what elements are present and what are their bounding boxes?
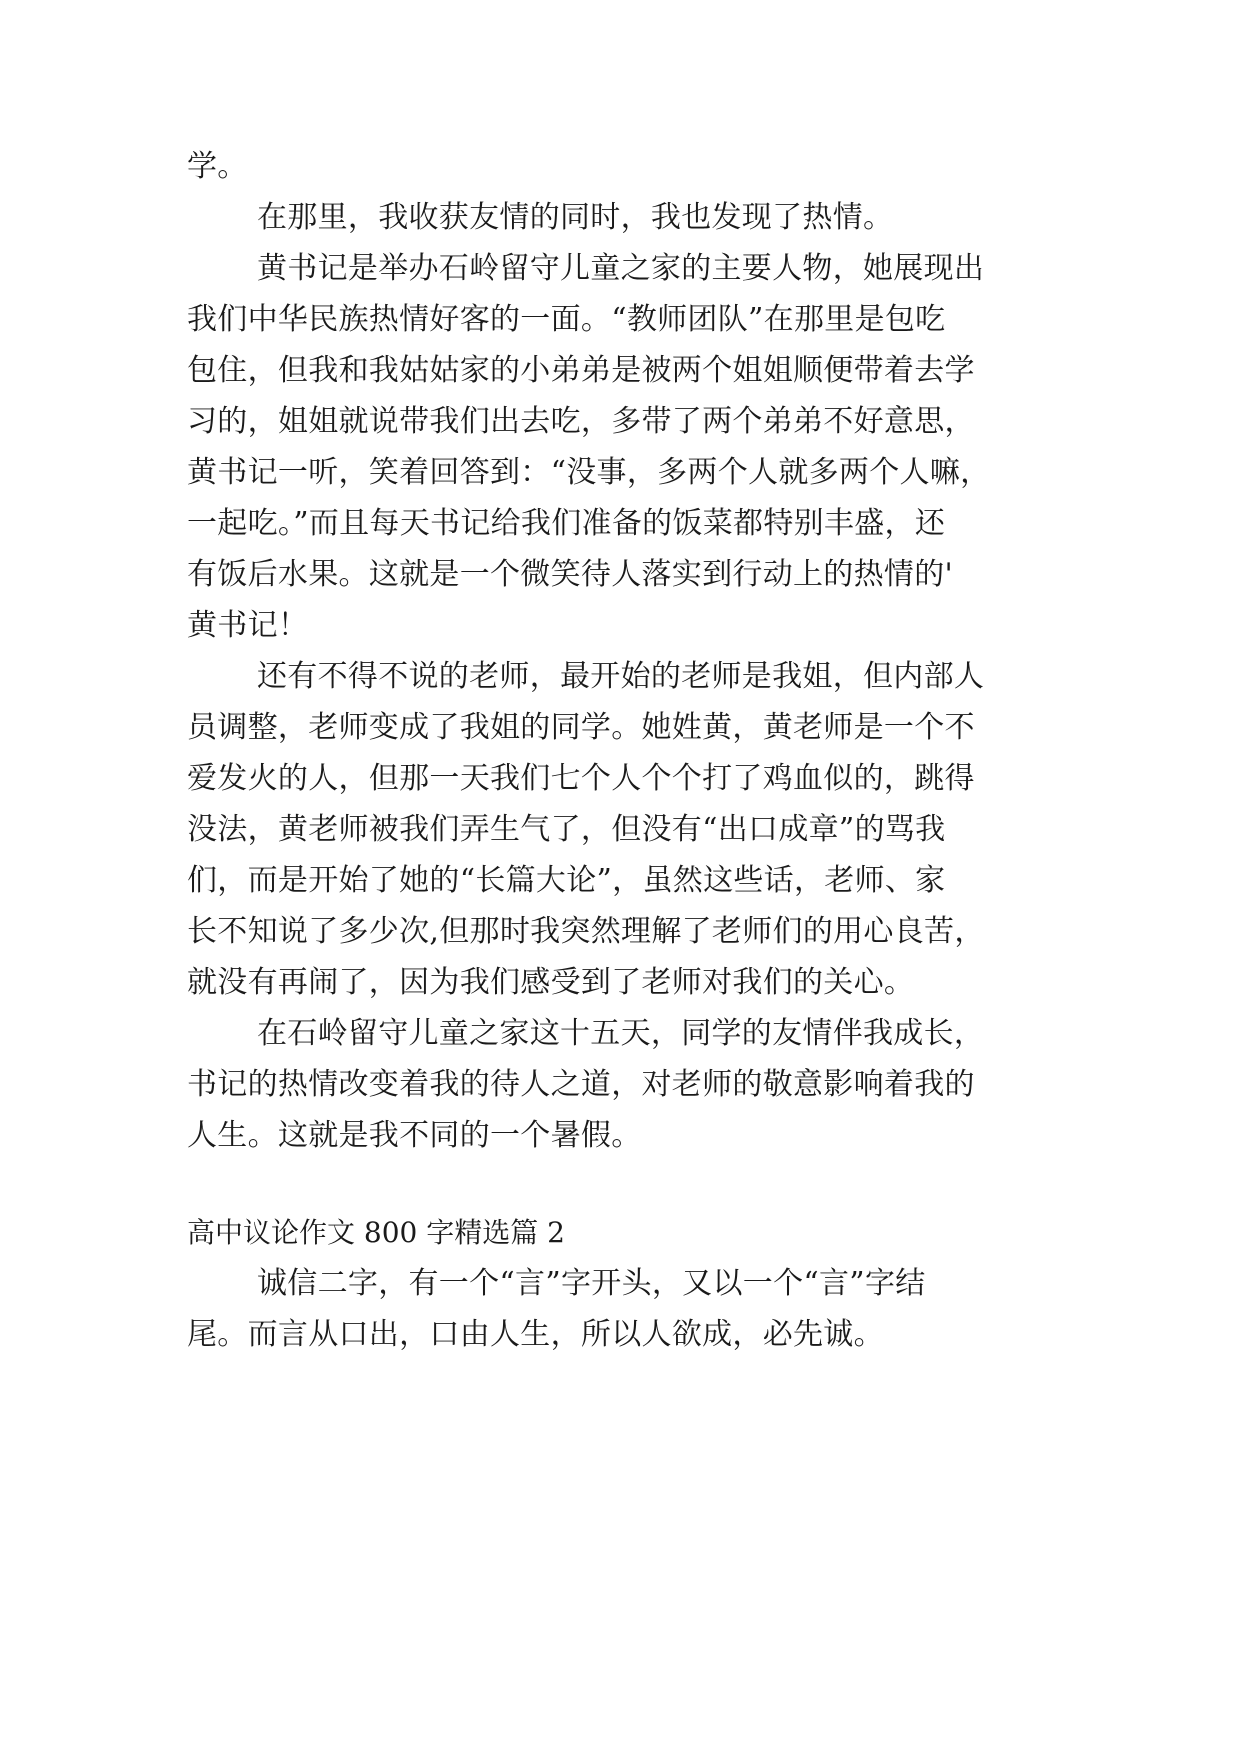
paragraph-line: 习的，姐姐就说带我们出去吃，多带了两个弟弟不好意思， — [187, 404, 975, 439]
paragraph-line: 书记的热情改变着我的待人之道，对老师的敬意影响着我的 — [187, 1067, 975, 1102]
paragraph-line: 长不知说了多少次,但那时我突然理解了老师们的用心良苦， — [187, 914, 985, 949]
section-heading: 高中议论作文 800 字精选篇 2 — [187, 1216, 565, 1249]
paragraph-line: 还有不得不说的老师，最开始的老师是我姐，但内部人 — [257, 659, 985, 694]
paragraph-line: 们，而是开始了她的“长篇大论”，虽然这些话，老师、家 — [187, 863, 946, 898]
paragraph-line: 在那里，我收获友情的同时，我也发现了热情。 — [257, 200, 894, 235]
paragraph-line: 就没有再闹了，因为我们感受到了老师对我们的关心。 — [187, 965, 915, 1000]
paragraph-line: 诚信二字，有一个“言”字开头，又以一个“言”字结 — [257, 1266, 926, 1301]
paragraph-line: 一起吃。”而且每天书记给我们准备的饭菜都特别丰盛，还 — [187, 506, 946, 541]
paragraph-line: 黄书记一听，笑着回答到：“没事，多两个人就多两个人嘛， — [187, 455, 991, 490]
paragraph-line: 爱发火的人，但那一天我们七个人个个打了鸡血似的，跳得 — [187, 761, 975, 796]
paragraph-line: 人生。这就是我不同的一个暑假。 — [187, 1118, 642, 1153]
paragraph-line: 黄书记！ — [187, 608, 309, 643]
paragraph-line: 在石岭留守儿童之家这十五天，同学的友情伴我成长， — [257, 1016, 985, 1051]
paragraph-line: 有饭后水果。这就是一个微笑待人落实到行动上的热情的' — [187, 557, 954, 592]
paragraph-line: 包住，但我和我姑姑家的小弟弟是被两个姐姐顺便带着去学 — [187, 353, 975, 388]
paragraph-line: 尾。而言从口出，口由人生，所以人欲成，必先诚。 — [187, 1317, 884, 1352]
paragraph-line: 我们中华民族热情好客的一面。“教师团队”在那里是包吃 — [187, 302, 946, 337]
paragraph-line: 黄书记是举办石岭留守儿童之家的主要人物，她展现出 — [257, 251, 985, 286]
paragraph-line: 学。 — [187, 149, 248, 184]
paragraph-line: 没法，黄老师被我们弄生气了，但没有“出口成章”的骂我 — [187, 812, 946, 847]
paragraph-line: 员调整，老师变成了我姐的同学。她姓黄，黄老师是一个不 — [187, 710, 975, 745]
